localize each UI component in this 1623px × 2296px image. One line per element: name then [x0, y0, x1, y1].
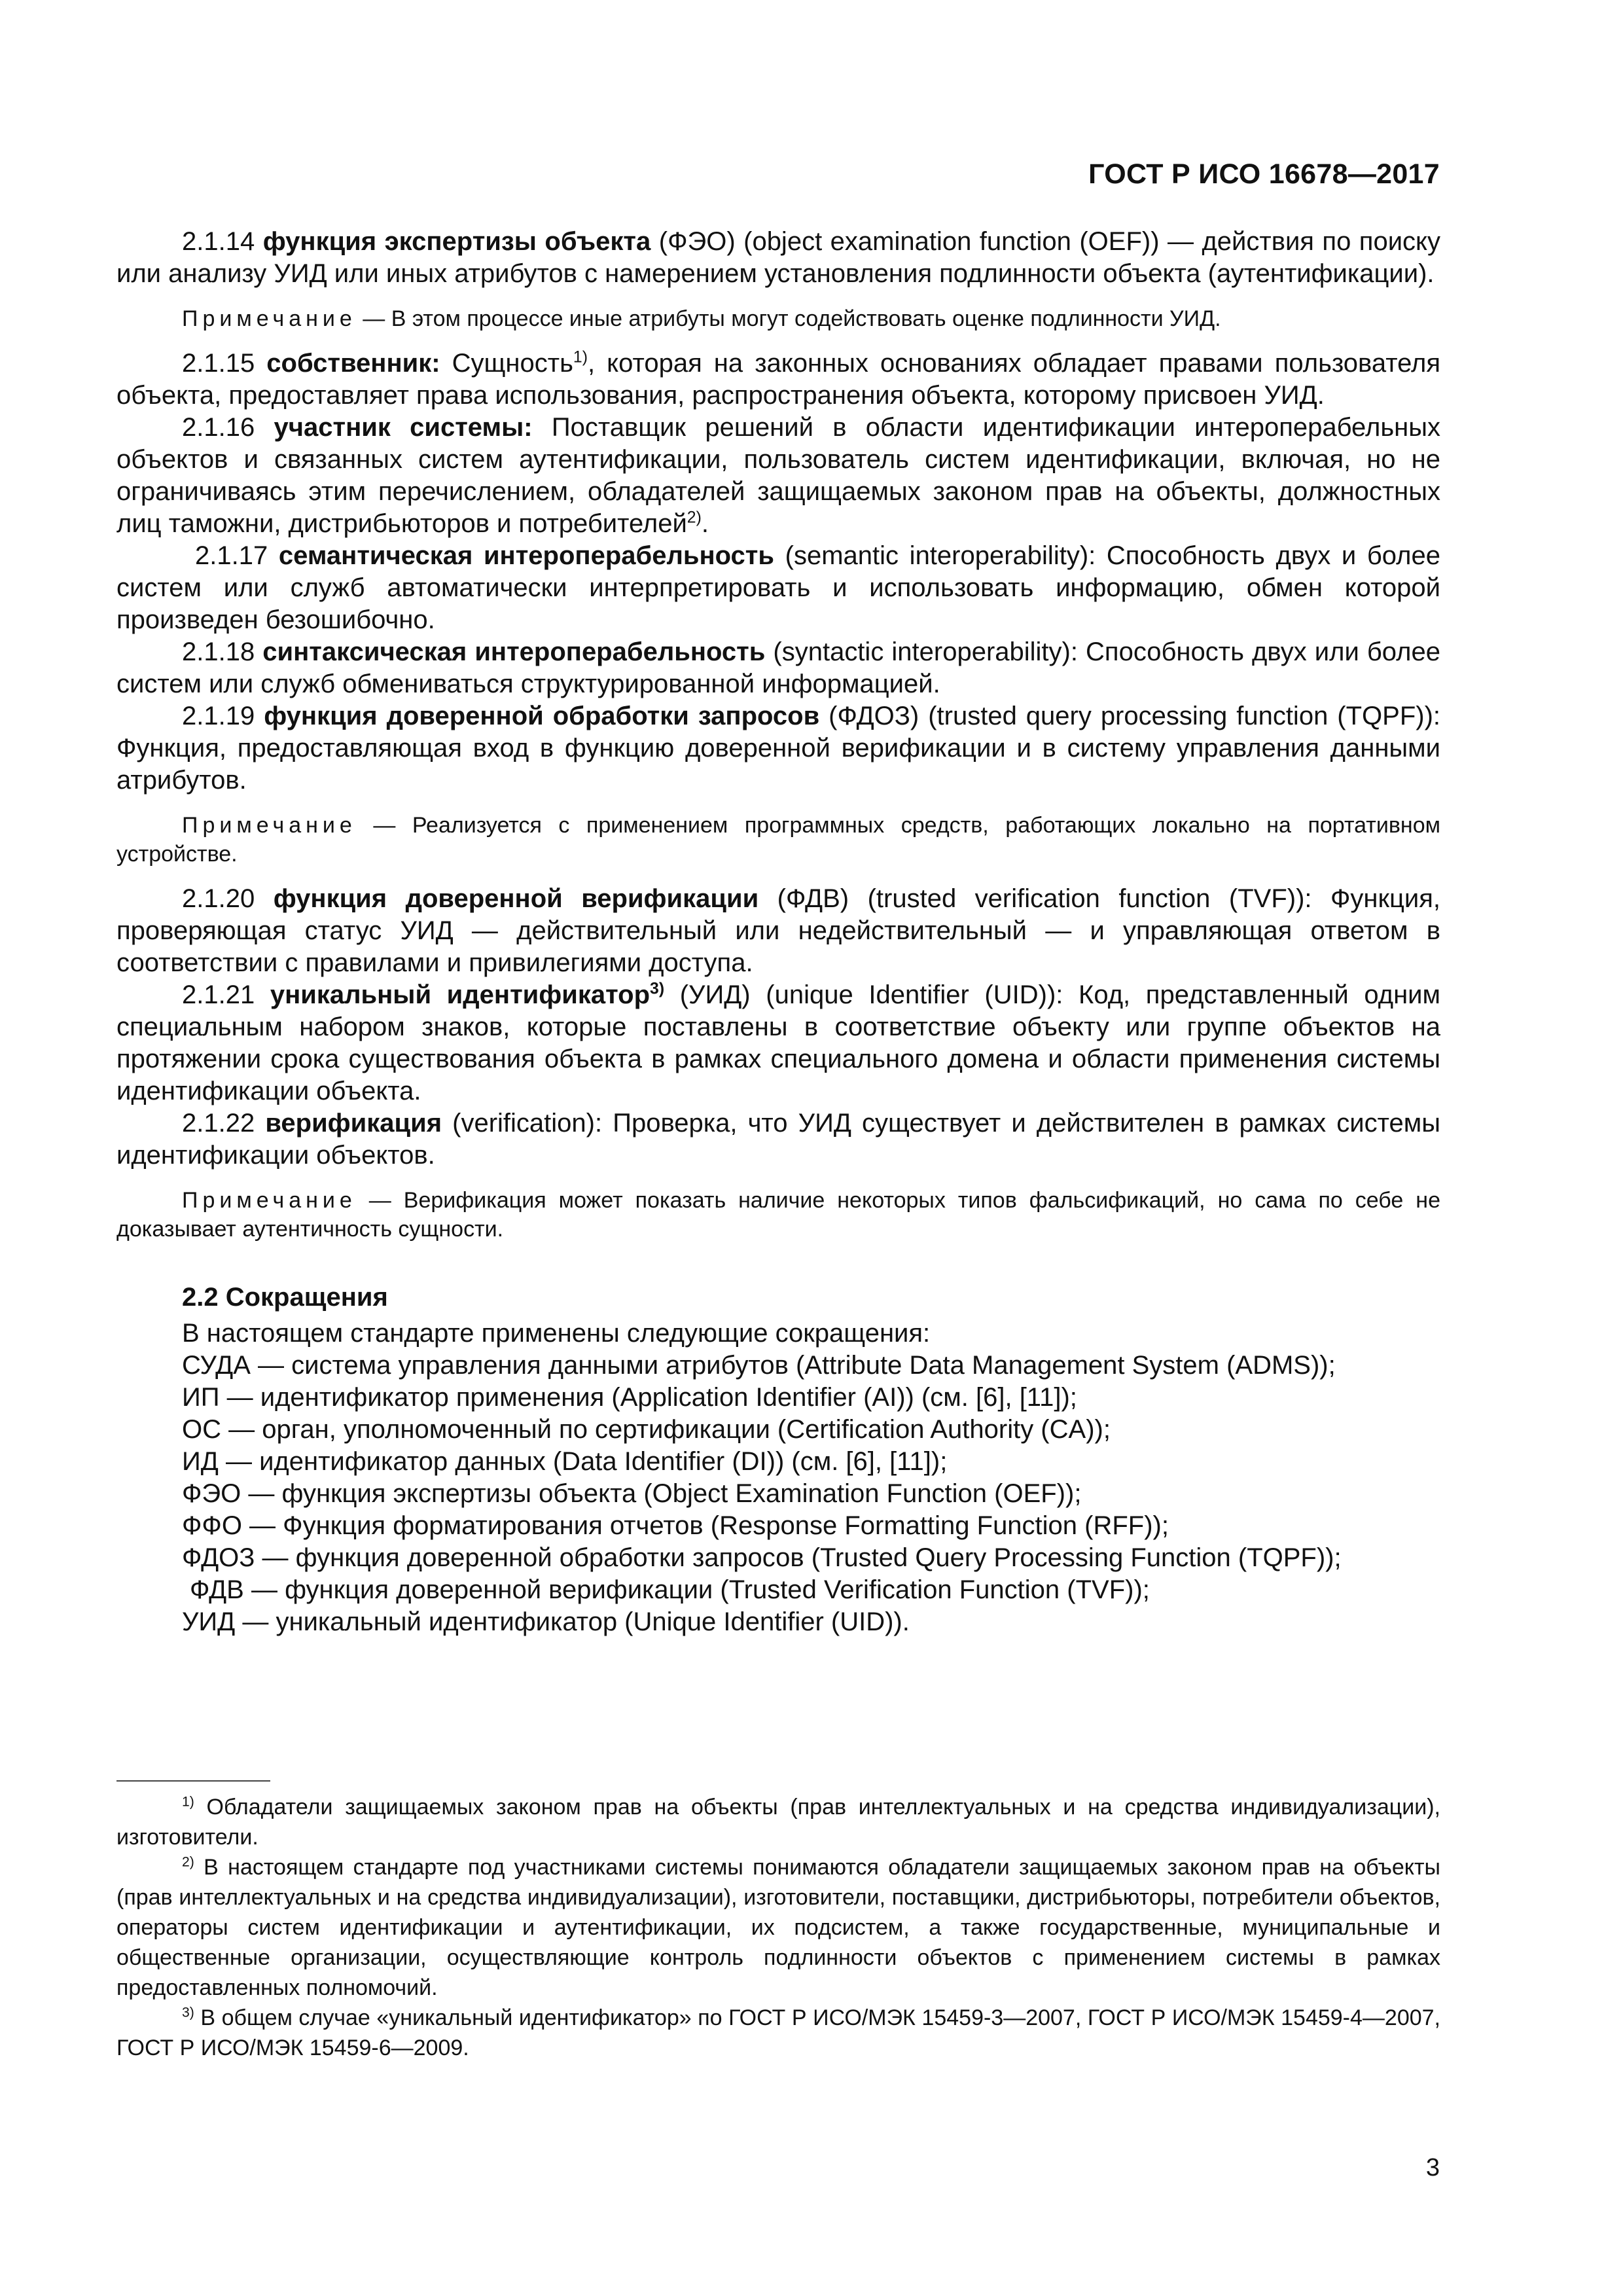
definition-2-1-14	[116, 226, 1440, 290]
clause-number: 2.1.21	[182, 980, 270, 1009]
note-label: Примечание	[182, 1188, 357, 1213]
term: функция экспертизы объекта	[262, 227, 651, 256]
definition-text: (verification): Проверка, что УИД существует и действителен в рамках системы идентификации объектов.	[116, 1109, 1440, 1170]
footnote-number: 1)	[182, 1794, 194, 1810]
definition-2-1-20	[116, 883, 1440, 979]
term: верификация	[265, 1109, 442, 1138]
footnote-separator	[116, 1780, 270, 1782]
abbreviation-item: УИД — уникальный идентификатор (Unique Identifier (UID)).	[182, 1607, 910, 1636]
definition-2-1-19	[116, 700, 1440, 797]
footnote-1	[116, 1792, 1440, 1852]
definition-2-1-15	[116, 348, 1440, 412]
footnote-ref: 3)	[650, 980, 665, 998]
abbreviation-item: ФДОЗ — функция доверенной обработки запросов (Trusted Query Processing Function (TQPF));	[182, 1543, 1342, 1572]
definition-2-1-18	[116, 636, 1440, 700]
definition-text: (syntactic interoperability): Способность двух или более систем или служб обмениваться структурированной информацией.	[116, 637, 1440, 698]
definition-2-1-22	[116, 1107, 1440, 1172]
clause-number: 2.1.15	[182, 349, 267, 378]
document-body	[116, 226, 1440, 1638]
term: участник системы:	[274, 413, 533, 442]
definition-text-cont: , которая на законных основаниях обладает правами пользователя объекта, предоставляет права использования, распространения объекта, которому присвоен УИД.	[116, 349, 1441, 410]
definition-2-1-16	[116, 412, 1440, 540]
term: собственник:	[266, 349, 440, 378]
definition-text: (ФДВ) (trusted verification function (TVF)): Функция, проверяющая статус УИД — действительный или недействительный — и управляющая ответом в соответствии с правилами и привилегиями доступа.	[116, 884, 1440, 977]
definition-text: (ФДОЗ) (trusted query processing function (TQPF)): Функция, предоставляющая вход в функцию доверенной верификации и в систему управления данными атрибутов.	[116, 702, 1441, 795]
abbreviation-item: ФЭО — функция экспертизы объекта (Object Examination Function (OEF));	[182, 1479, 1082, 1508]
footnotes	[116, 1792, 1440, 2063]
section-title-2-2: 2.2 Сокращения	[182, 1283, 388, 1312]
page-number: 3	[1425, 2154, 1440, 2181]
note-text: — В этом процессе иные атрибуты могут содействовать оценке подлинности УИД.	[356, 306, 1221, 331]
clause-number: 2.1.22	[182, 1109, 266, 1138]
definition-text: (semantic interoperability): Способность двух и более систем или служб автоматически интерпретировать и использовать информацию, обмен которой произведен безошибочно.	[116, 541, 1440, 634]
clause-number: 2.1.17	[195, 541, 279, 570]
footnote-3	[116, 2003, 1440, 2063]
footnote-number: 2)	[182, 1854, 194, 1870]
clause-number: 2.1.18	[182, 637, 263, 666]
abbreviation-item: ОС — орган, уполномоченный по сертификации (Certification Authority (CA));	[182, 1415, 1111, 1444]
abbreviation-item: ФФО — Функция форматирования отчетов (Response Formatting Function (RFF));	[182, 1511, 1169, 1540]
definition-text: Поставщик решений в области идентификации интероперабельных объектов и связанных систем аутентификации, пользователь систем идентификации, включая, но не ограничиваясь этим перечислением, обладателей защищаемых законом прав на объекты, должностных лиц таможни, дистрибьюторов и потребителей	[116, 413, 1440, 538]
definition-2-1-21	[116, 979, 1440, 1107]
clause-number: 2.1.20	[182, 884, 274, 913]
note-label: Примечание	[182, 306, 357, 331]
clause-number: 2.1.14	[182, 227, 263, 256]
clause-number: 2.1.19	[182, 702, 264, 730]
definition-2-1-17	[116, 540, 1440, 636]
footnote-2	[116, 1852, 1440, 2003]
footnote-text: В общем случае «уникальный идентификатор» по ГОСТ Р ИСО/МЭК 15459-3—2007, ГОСТ Р ИСО/МЭК 15459-4—2007, ГОСТ Р ИСО/МЭК 15459-6—2009.	[116, 2005, 1440, 2060]
footnote-text: Обладатели защищаемых законом прав на объекты (прав интеллектуальных и на средства индивидуализации), изготовители.	[116, 1795, 1440, 1850]
note-2-1-19	[116, 811, 1440, 869]
term: уникальный идентификатор	[270, 980, 651, 1009]
abbreviation-item: ИП — идентификатор применения (Application Identifier (AI)) (см. [6], [11]);	[182, 1383, 1077, 1412]
term: синтаксическая интероперабельность	[262, 637, 766, 666]
term: семантическая интероперабельность	[278, 541, 774, 570]
document-header: ГОСТ Р ИСО 16678—2017	[1088, 158, 1440, 190]
footnote-text: В настоящем стандарте под участниками системы понимаются обладатели защищаемых законом прав на объекты (прав интеллектуальных и на средства индивидуализации), изготовители, поставщики, дистрибьюторы, потребители объектов, операторы систем идентификации и аутентификации, их подсистем, а также государственные, муниципальные и общественные организации, осуществляющие контроль подлинности объектов с применением системы в рамках предоставленных полномочий.	[116, 1855, 1440, 2000]
footnote-ref: 2)	[687, 509, 702, 527]
note-text: — Реализуется с применением программных средств, работающих локально на портативном устройстве.	[116, 813, 1440, 867]
note-2-1-22	[116, 1186, 1440, 1244]
abbreviation-item: СУДА — система управления данными атрибутов (Attribute Data Management System (ADMS));	[182, 1351, 1336, 1380]
footnote-number: 3)	[182, 2005, 194, 2020]
definition-text: Сущность	[440, 349, 573, 378]
definition-text: (ФЭО) (object examination function (OEF)) — действия по поиску или анализу УИД или иных атрибутов с намерением установления подлинности объекта (аутентификации).	[116, 227, 1441, 288]
abbreviation-item: ФДВ — функция доверенной верификации (Trusted Verification Function (TVF));	[190, 1575, 1150, 1604]
term: функция доверенной верификации	[273, 884, 759, 913]
footnote-ref: 1)	[573, 348, 588, 367]
note-label: Примечание	[182, 813, 357, 838]
note-text: — Верификация может показать наличие некоторых типов фальсификаций, но сама по себе не доказывает аутентичность сущности.	[116, 1188, 1440, 1242]
definition-text: (УИД) (unique Identifier (UID)): Код, представленный одним специальным набором знаков, которые поставлены в соответствие объекту или группе объектов на протяжении срока существования объекта в рамках специального домена и области применения системы идентификации объекта.	[116, 980, 1440, 1105]
abbreviation-item: ИД — идентификатор данных (Data Identifier (DI)) (см. [6], [11]);	[182, 1447, 948, 1476]
clause-number: 2.1.16	[182, 413, 274, 442]
term: функция доверенной обработки запросов	[264, 702, 820, 730]
abbreviations-intro: В настоящем стандарте применены следующие сокращения:	[182, 1319, 931, 1348]
definition-text-cont: .	[701, 509, 709, 538]
note-2-1-14	[116, 304, 1440, 333]
